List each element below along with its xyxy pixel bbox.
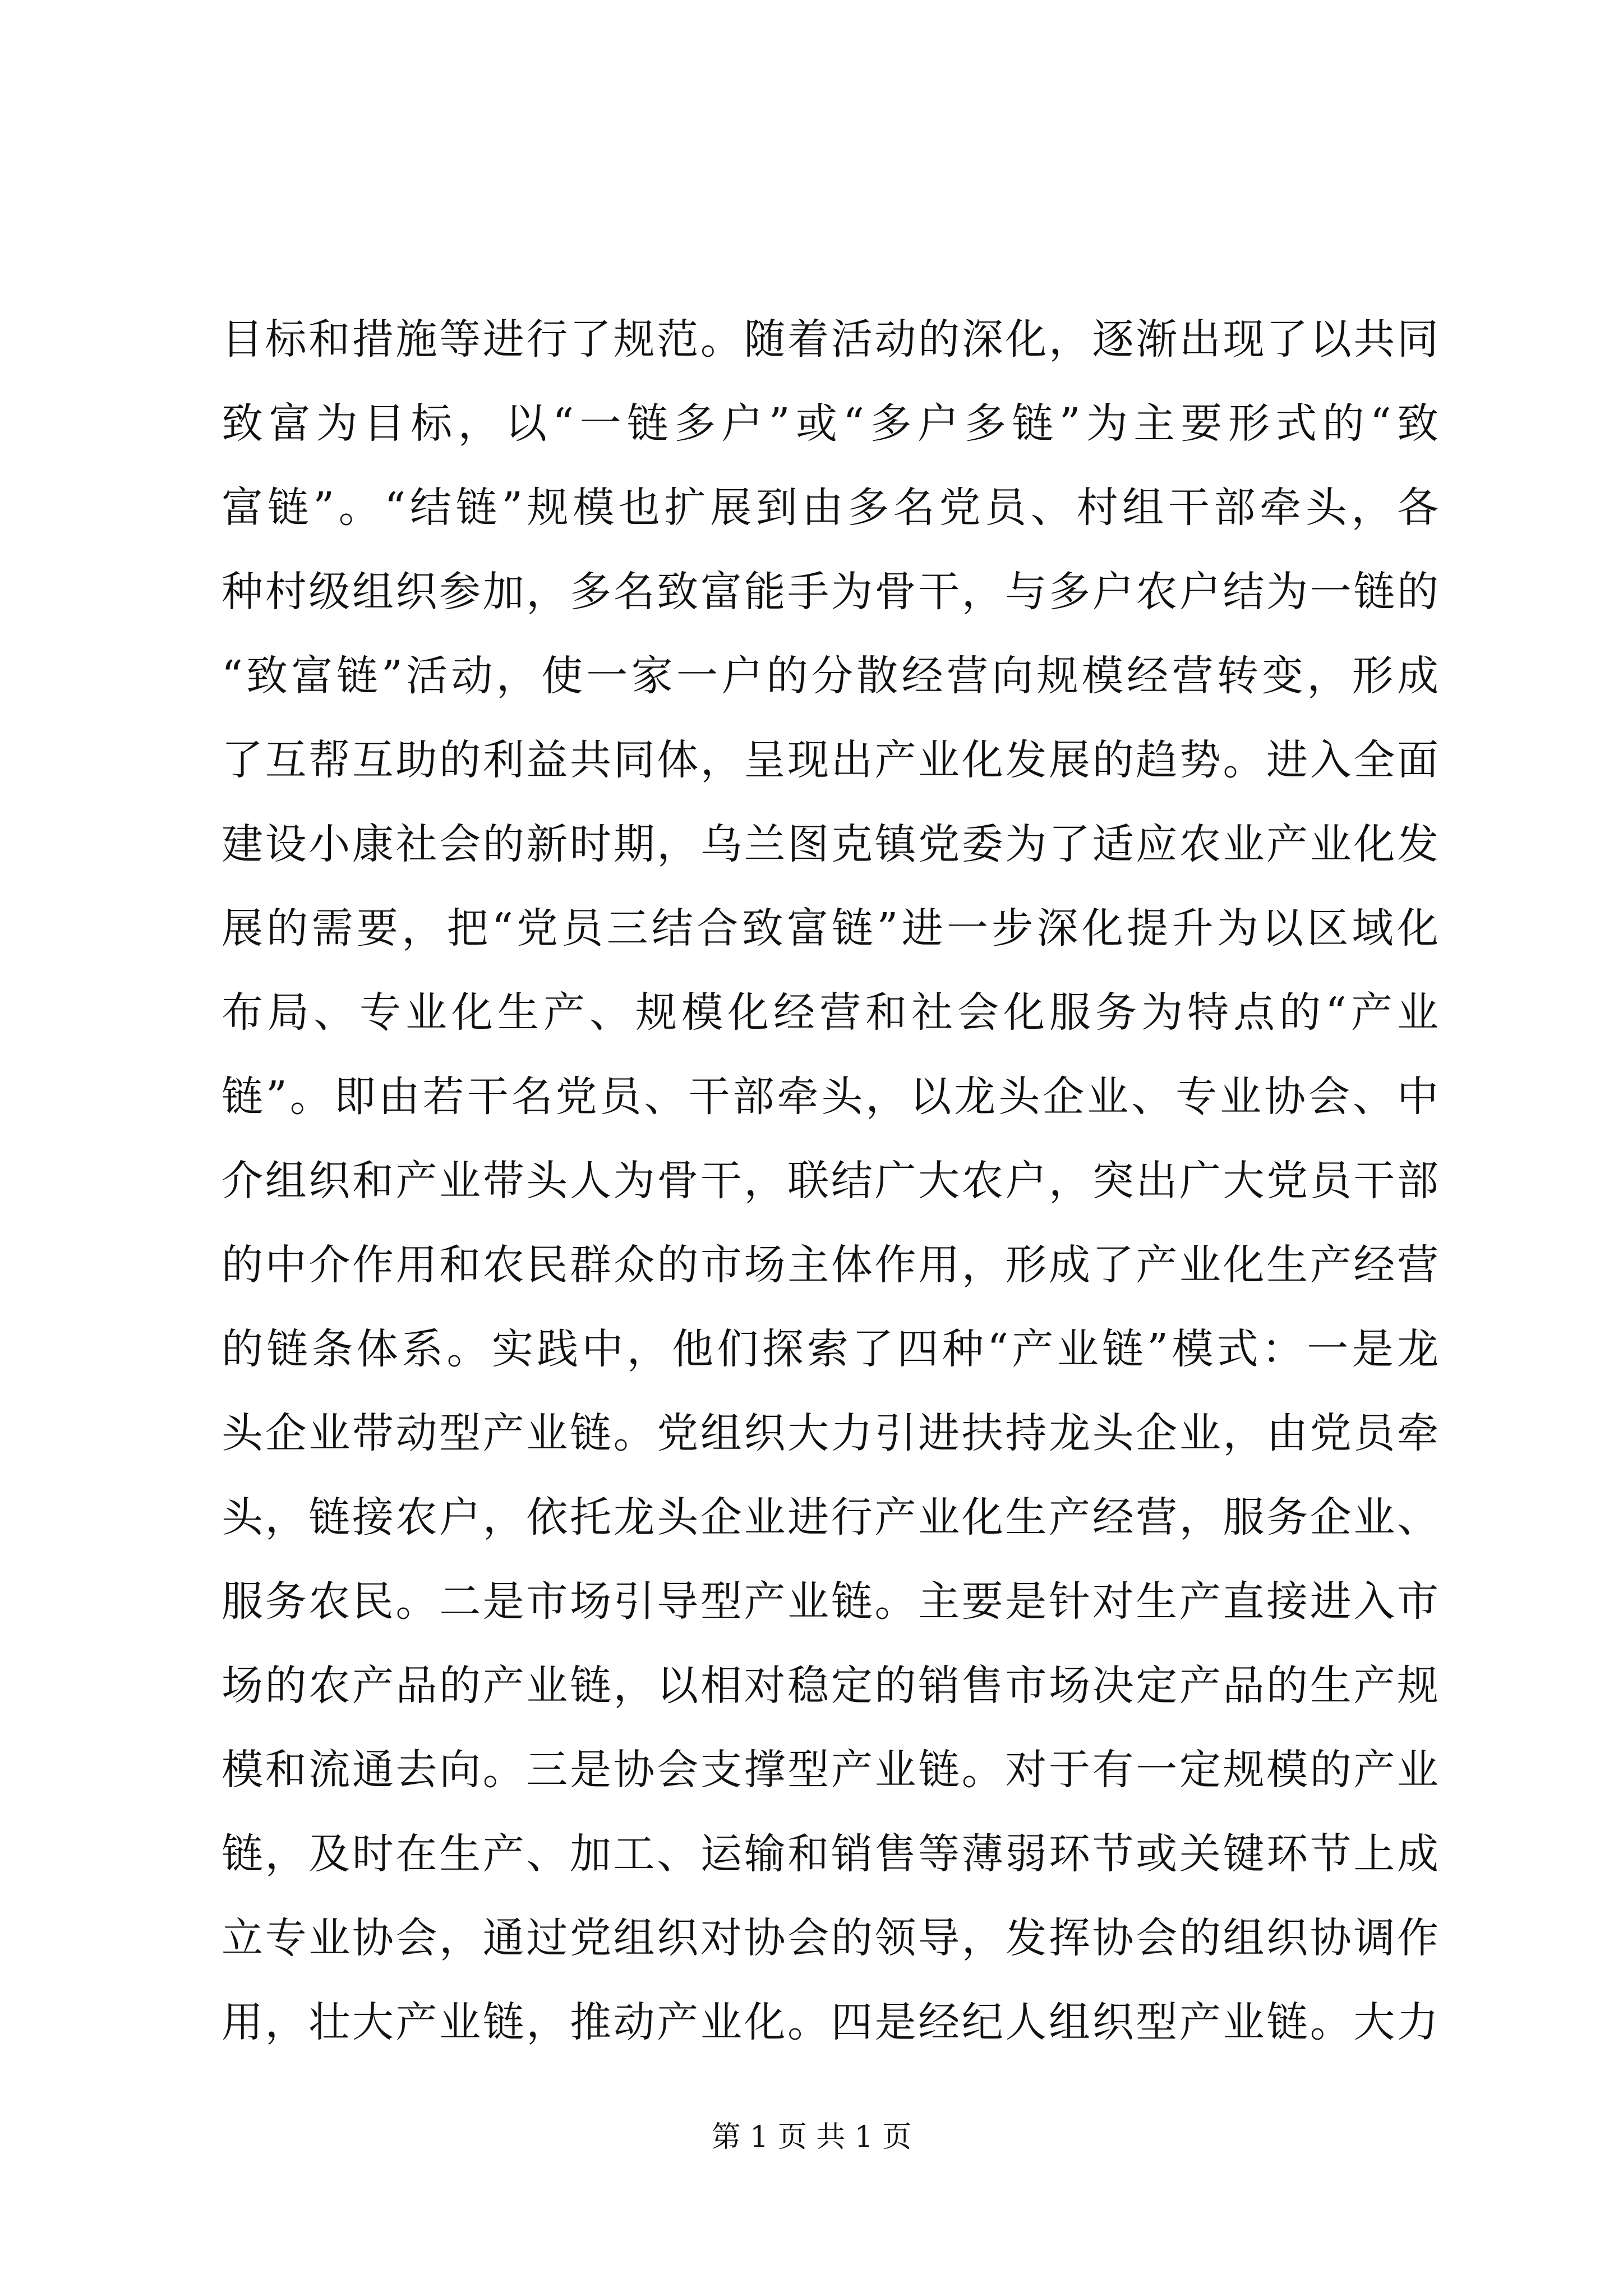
- text-line-21: 用，壮大产业链，推动产业化。四是经纪人组织型产业链。大力: [222, 1998, 1438, 2046]
- text-line-15: 头，链接农户，依托龙头企业进行产业化生产经营，服务企业、: [222, 1493, 1438, 1542]
- text-line-13: 的链条体系。实践中，他们探索了四种“产业链”模式：一是龙: [222, 1325, 1438, 1373]
- text-line-18: 模和流通去向。三是协会支撑型产业链。对于有一定规模的产业: [222, 1746, 1438, 1794]
- text-line-5: “致富链”活动，使一家一户的分散经营向规模经营转变，形成: [222, 652, 1438, 700]
- text-line-11: 介组织和产业带头人为骨干，联结广大农户，突出广大党员干部: [222, 1157, 1438, 1205]
- text-line-16: 服务农民。二是市场引导型产业链。主要是针对生产直接进入市: [222, 1577, 1438, 1626]
- text-line-7: 建设小康社会的新时期，乌兰图克镇党委为了适应农业产业化发: [222, 820, 1438, 868]
- text-line-3: 富链”。“结链”规模也扩展到由多名党员、村组干部牵头，各: [222, 484, 1438, 532]
- page-footer: [0, 2118, 1623, 2157]
- text-line-20: 立专业协会，通过党组织对协会的领导，发挥协会的组织协调作: [222, 1914, 1438, 1962]
- body-text: [222, 297, 1438, 2064]
- text-line-19: 链，及时在生产、加工、运输和销售等薄弱环节或关键环节上成: [222, 1830, 1438, 1878]
- text-line-10: 链”。即由若干名党员、干部牵头，以龙头企业、专业协会、中: [222, 1073, 1438, 1121]
- text-line-8: 展的需要，把“党员三结合致富链”进一步深化提升为以区域化: [222, 904, 1438, 953]
- page-number-label: 第 1 页 共 1 页: [711, 2120, 912, 2154]
- text-line-4: 种村级组织参加，多名致富能手为骨干，与多户农户结为一链的: [222, 568, 1438, 616]
- text-line-1: 目标和措施等进行了规范。随着活动的深化，逐渐出现了以共同: [222, 315, 1438, 364]
- text-line-17: 场的农产品的产业链，以相对稳定的销售市场决定产品的生产规: [222, 1662, 1438, 1710]
- text-line-9: 布局、专业化生产、规模化经营和社会化服务为特点的“产业: [222, 988, 1438, 1037]
- text-line-6: 了互帮互助的利益共同体，呈现出产业化发展的趋势。进入全面: [222, 736, 1438, 784]
- text-line-2: 致富为目标，以“一链多户”或“多户多链”为主要形式的“致: [222, 399, 1438, 448]
- text-line-12: 的中介作用和农民群众的市场主体作用，形成了产业化生产经营: [222, 1241, 1438, 1289]
- text-line-14: 头企业带动型产业链。党组织大力引进扶持龙头企业，由党员牵: [222, 1409, 1438, 1457]
